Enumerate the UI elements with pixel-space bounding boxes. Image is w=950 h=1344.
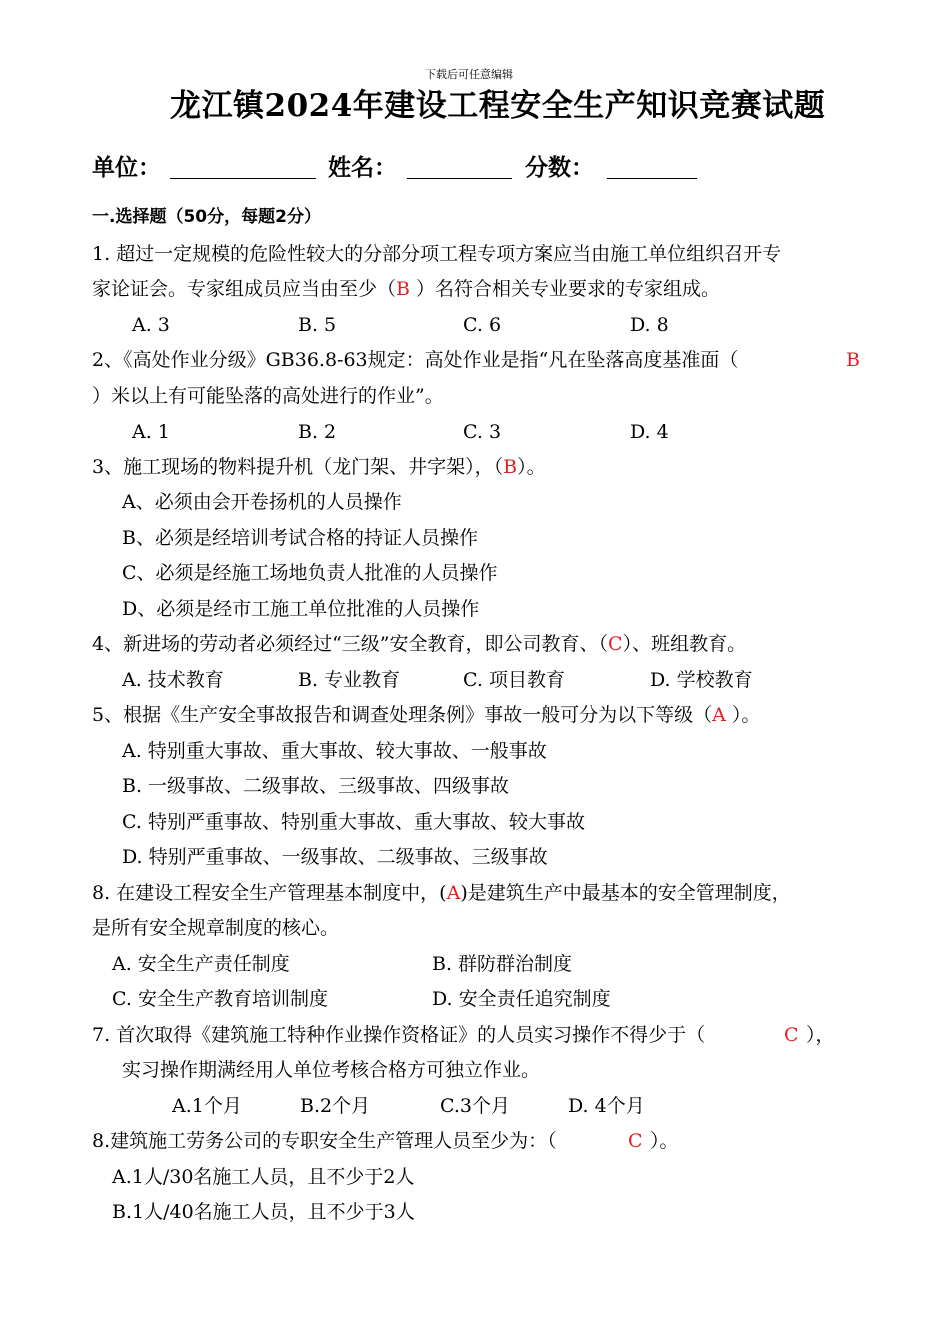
question-2-line1: 2、《高处作业分级》GB36.8-63规定：高处作业是指“凡在坠落高度基准面（ [92, 349, 739, 371]
q3-option-c: C、必须是经施工场地负责人批准的人员操作 [122, 562, 498, 584]
q4-option-b: B. 专业教育 [298, 669, 401, 691]
q8-option-a: A.1人/30名施工人员，且不少于2人 [112, 1166, 415, 1188]
q1-option-d: D. 8 [630, 314, 669, 336]
question-8-line1: 8.建筑施工劳务公司的专职安全生产管理人员至少为：（ [92, 1130, 557, 1152]
name-blank[interactable] [407, 178, 512, 179]
question-3-line1: 3、施工现场的物料提升机（龙门架、井字架），（B）。 [92, 456, 546, 478]
q5-option-c: C. 特别严重事故、特别重大事故、重大事故、较大事故 [122, 811, 585, 833]
q7-option-c: C.3个月 [440, 1095, 510, 1117]
answer-2: B [846, 349, 860, 371]
answer-6: A [446, 882, 461, 904]
answer-3: B [503, 456, 518, 478]
q3-option-d: D、必须是经市工施工单位批准的人员操作 [122, 598, 480, 620]
answer-4: C [608, 633, 623, 655]
section-title: 一.选择题（50分，每题2分） [92, 207, 321, 227]
q2-option-b: B. 2 [298, 421, 337, 443]
q7-option-d: D. 4个月 [568, 1095, 645, 1117]
question-1-line2: 家论证会。专家组成员应当由至少（B ）名符合相关专业要求的专家组成。 [92, 278, 721, 300]
unit-blank[interactable] [170, 178, 316, 179]
q5-option-b: B. 一级事故、二级事故、三级事故、四级事故 [122, 775, 510, 797]
unit-label: 单位： [92, 155, 161, 181]
q2-option-d: D. 4 [630, 421, 669, 443]
q6-option-b: B. 群防群治制度 [432, 953, 573, 975]
q1-option-b: B. 5 [298, 314, 337, 336]
score-blank[interactable] [607, 178, 697, 179]
q5-option-d: D. 特别严重事故、一级事故、二级事故、三级事故 [122, 846, 548, 868]
q6-option-d: D. 安全责任追究制度 [432, 988, 611, 1010]
name-label: 姓名： [328, 155, 397, 181]
q4-option-d: D. 学校教育 [650, 669, 753, 691]
q6-option-c: C. 安全生产教育培训制度 [112, 988, 328, 1010]
q3-option-a: A、必须由会开卷扬机的人员操作 [122, 491, 402, 513]
question-2-line2: ）米以上有可能坠落的高处进行的作业”。 [92, 385, 444, 407]
question-7-line1-end: ）， [806, 1024, 835, 1046]
question-1-line1: 1. 超过一定规模的危险性较大的分部分项工程专项方案应当由施工单位组织召开专 [92, 243, 782, 265]
question-8-line1-end: ）。 [650, 1130, 679, 1152]
q7-option-b: B.2个月 [300, 1095, 371, 1117]
question-5-line1: 5、根据《生产安全事故报告和调查处理条例》事故一般可分为以下等级（A ）。 [92, 704, 761, 726]
q3-option-b: B、必须是经培训考试合格的持证人员操作 [122, 527, 478, 549]
q4-option-a: A. 技术教育 [122, 669, 224, 691]
q1-option-a: A. 3 [132, 314, 170, 336]
q6-option-a: A. 安全生产责任制度 [112, 953, 290, 975]
answer-7: C [784, 1024, 799, 1046]
answer-5: A [712, 704, 726, 726]
question-7-line2: 实习操作期满经用人单位考核合格方可独立作业。 [122, 1059, 541, 1081]
q8-option-b: B.1人/40名施工人员，且不少于3人 [112, 1201, 415, 1223]
q1-option-c: C. 6 [463, 314, 502, 336]
question-4-line1: 4、新进场的劳动者必须经过“三级”安全教育，即公司教育、（C）、班组教育。 [92, 633, 747, 655]
q2-option-a: A. 1 [132, 421, 170, 443]
q2-option-c: C. 3 [463, 421, 502, 443]
page-title: 龙江镇2024年建设工程安全生产知识竞赛试题 [170, 88, 826, 124]
q4-option-c: C. 项目教育 [463, 669, 565, 691]
question-7-line1: 7. 首次取得《建筑施工特种作业操作资格证》的人员实习操作不得少于（ [92, 1024, 706, 1046]
score-label: 分数： [525, 155, 594, 181]
answer-8: C [628, 1130, 643, 1152]
q7-option-a: A.1个月 [172, 1095, 242, 1117]
question-6-line2: 是所有安全规章制度的核心。 [92, 917, 340, 939]
header-note: 下载后可任意编辑 [425, 68, 513, 81]
answer-1: B [396, 278, 410, 300]
question-6-line1: 8. 在建设工程安全生产管理基本制度中，(A)是建筑生产中最基本的安全管理制度， [92, 882, 791, 904]
q5-option-a: A. 特别重大事故、重大事故、较大事故、一般事故 [122, 740, 547, 762]
